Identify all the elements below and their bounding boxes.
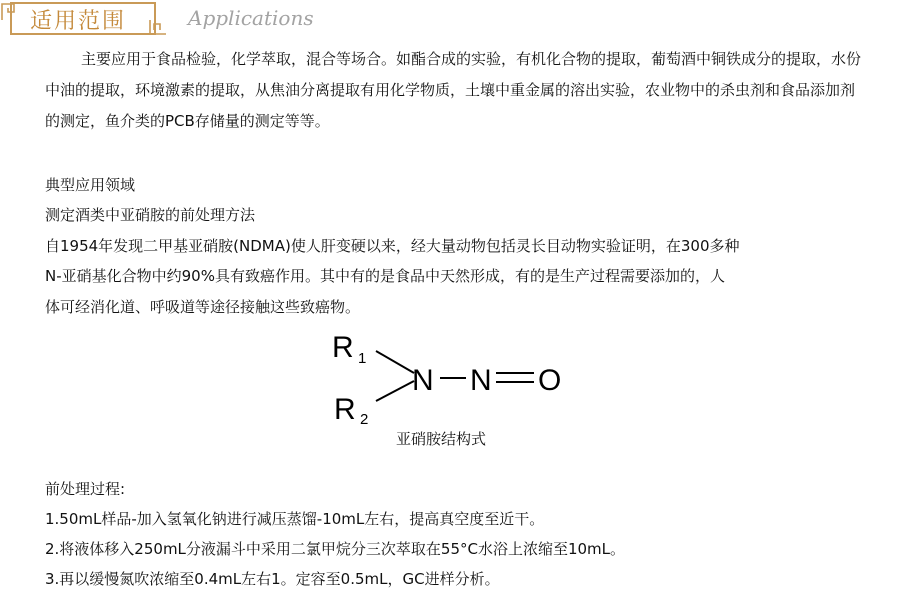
r1-label: R (332, 331, 354, 364)
structure-caption: 亚硝胺结构式 (396, 430, 487, 448)
method-title: 测定酒类中亚硝胺的前处理方法 (45, 206, 256, 224)
r2-subscript: 2 (360, 411, 369, 428)
bond-r1-n (376, 351, 414, 373)
nitrogen-1: N (412, 364, 434, 397)
method-desc-line: 体可经消化道、呼吸道等途径接触这些致癌物。 (45, 298, 361, 316)
bond-r2-n (376, 381, 414, 401)
procedure-step: 2.将液体移入250mL分液漏斗中采用二氯甲烷分三次萃取在55°C水浴上浓缩至10mL。 (45, 540, 626, 558)
section-header (0, 0, 900, 40)
corner-ornament-icon (146, 18, 172, 40)
section-subtitle: Applications (188, 6, 314, 30)
procedure-step: 1.50mL样品-加入氢氧化钠进行减压蒸馏-10mL左右，提高真空度至近干。 (45, 510, 545, 528)
oxygen: O (538, 364, 562, 397)
r2-label: R (334, 393, 356, 426)
typical-heading: 典型应用领域 (45, 176, 136, 194)
procedure-heading: 前处理过程: (45, 480, 126, 498)
intro-paragraph: 主要应用于食品检验，化学萃取，混合等场合。如酯合成的实验，有机化合物的提取，葡萄酒中铜铁成分的提取，水份中油的提取，环境激素的提取，从焦油分离提取有用化学物质，土壤中重金属的溶出实验，农业物中的杀虫剂和食品添加剂的测定，鱼介类的PCB存储量的测定等等。 (45, 50, 862, 130)
r1-subscript: 1 (358, 350, 367, 367)
nitrogen-2: N (470, 364, 492, 397)
procedure-step: 3.再以缓慢氮吹浓缩至0.4mL左右1。定容至0.5mL，GC进样分析。 (45, 570, 500, 588)
method-desc-line: 自1954年发现二甲基亚硝胺(NDMA)使人肝变硬以来，经大量动物包括灵长目动物实验证明，在300多种 (45, 237, 740, 255)
method-desc-line: N-亚硝基化合物中约90%具有致癌作用。其中有的是食品中天然形成，有的是生产过程需要添加的，人 (45, 267, 725, 285)
section-title: 适用范围 (30, 9, 127, 34)
